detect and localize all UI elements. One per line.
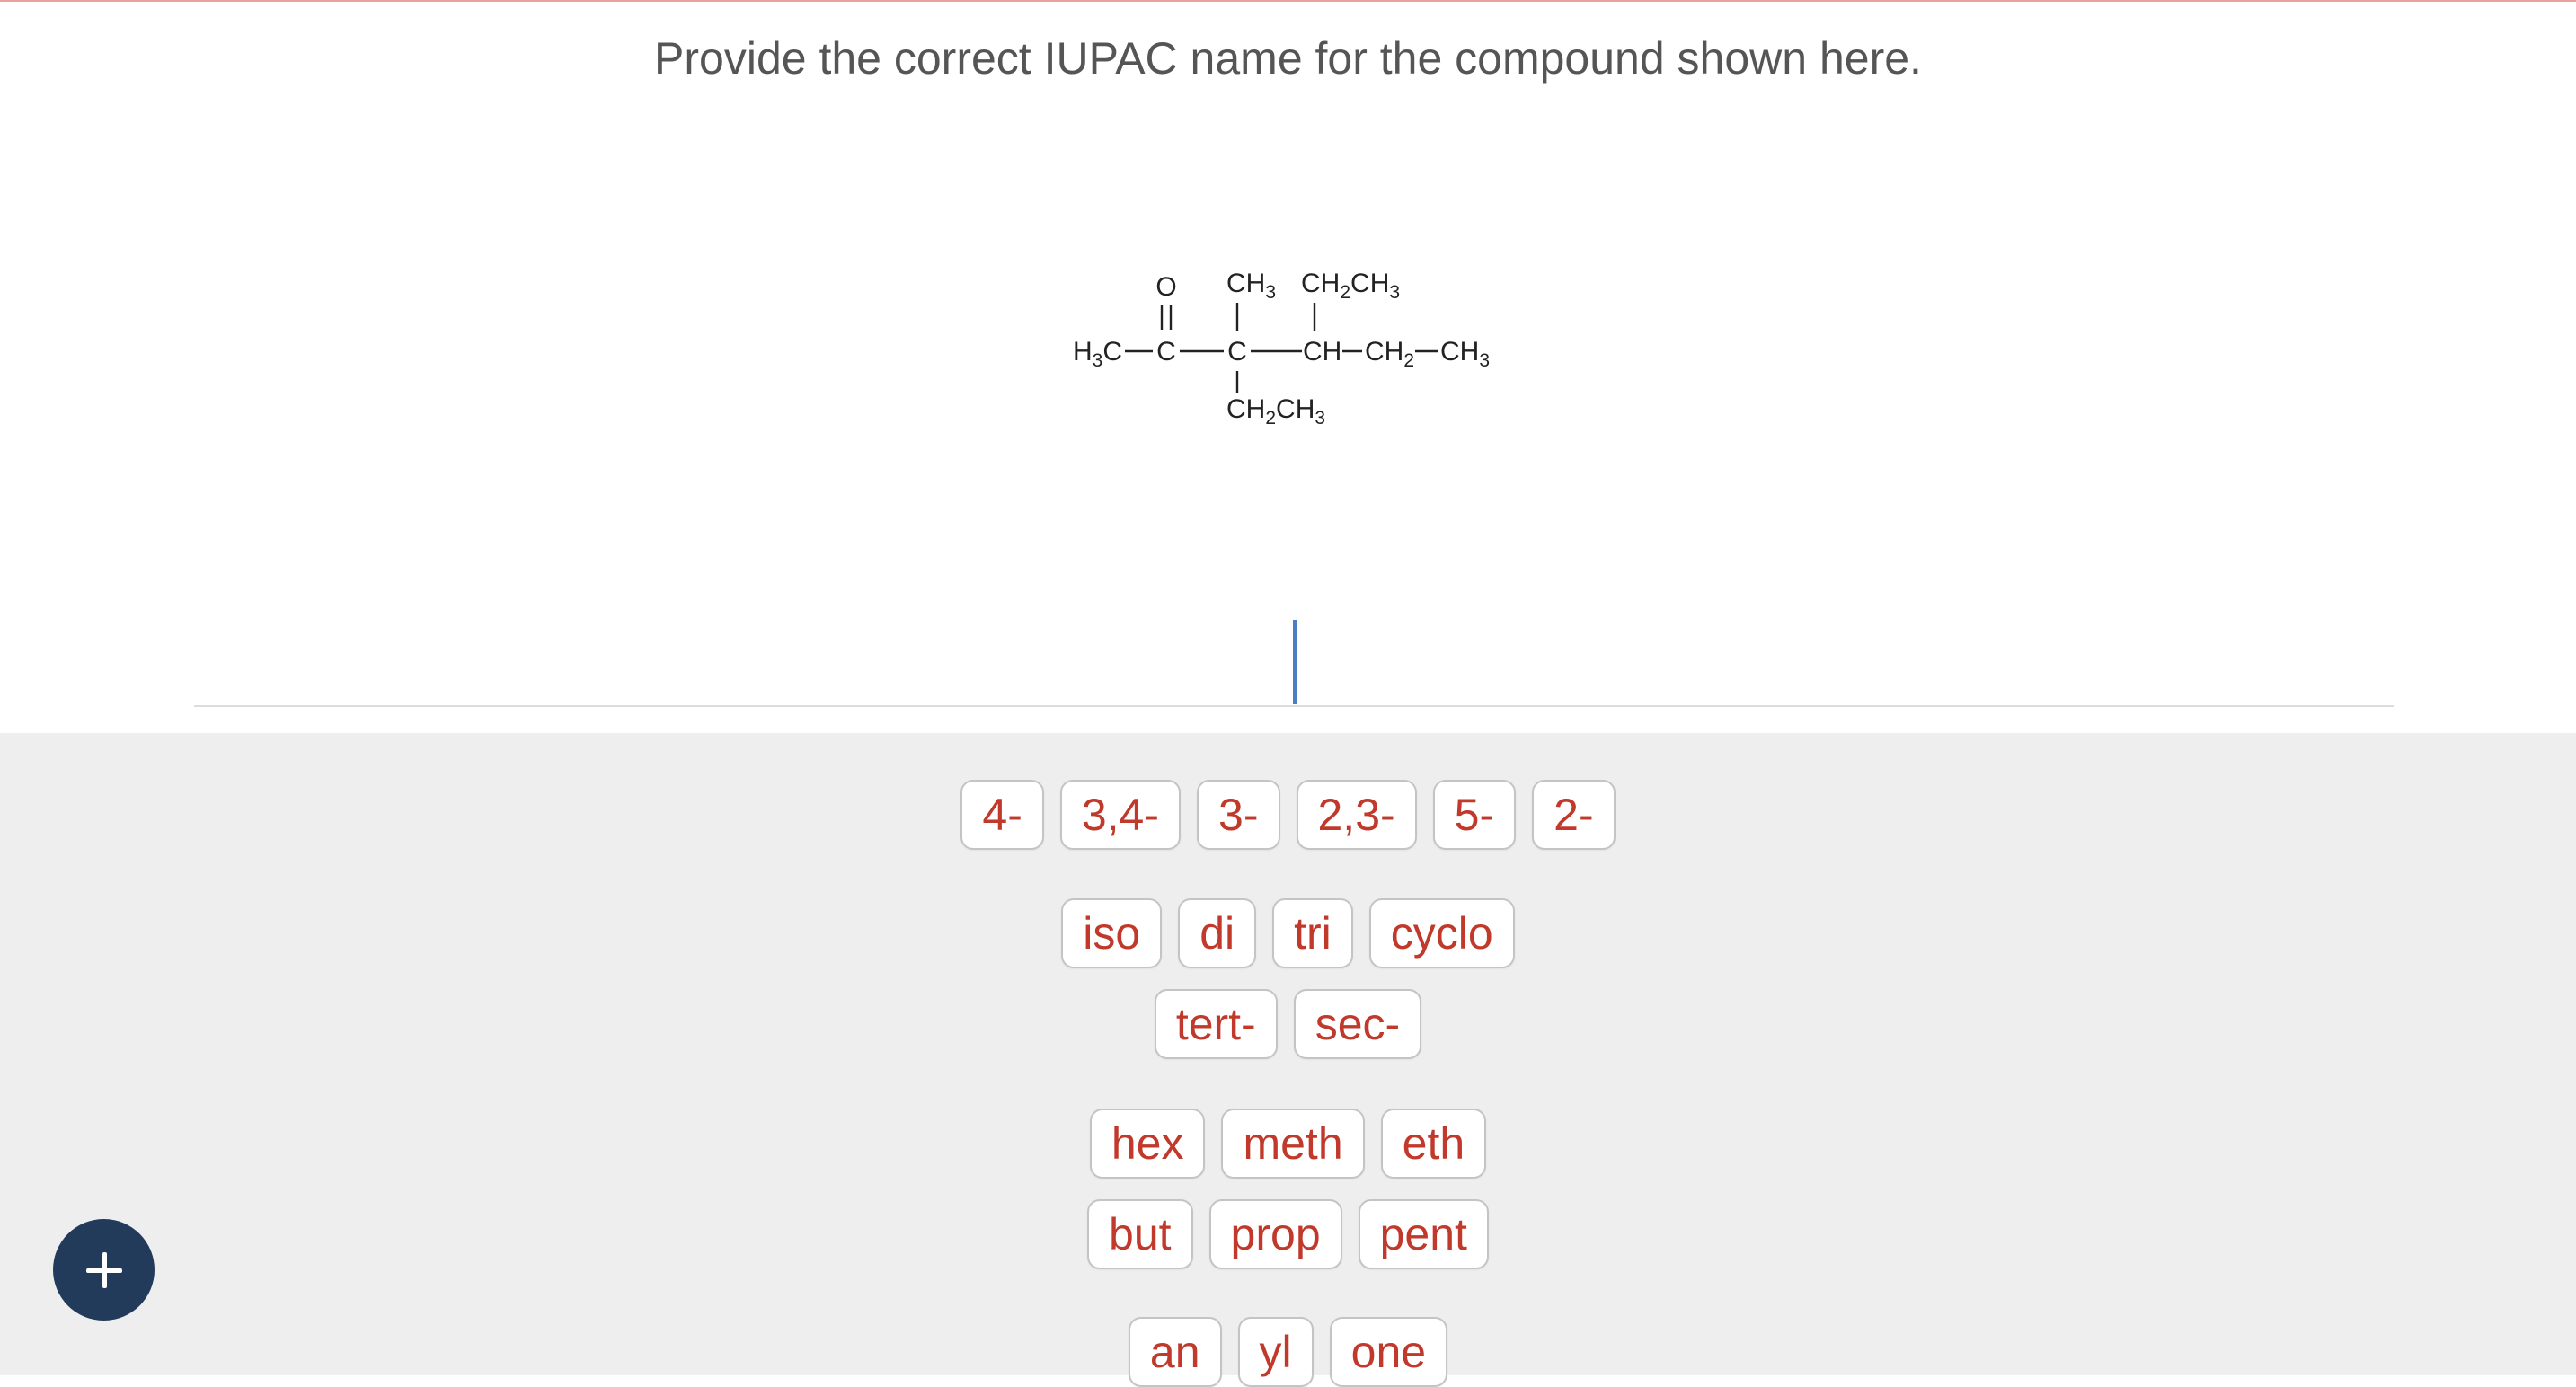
tile-hex[interactable]: hex (1090, 1109, 1206, 1179)
tile-an[interactable]: an (1129, 1317, 1222, 1387)
suffix-row (0, 1317, 2576, 1387)
tile-locant-2[interactable]: 2- (1532, 780, 1615, 850)
tile-one[interactable]: one (1330, 1317, 1447, 1387)
tile-sec[interactable]: sec- (1294, 989, 1421, 1059)
root-row-1 (0, 1109, 2576, 1179)
chain-ch2: $CH_2$ (1365, 337, 1415, 371)
tile-locant-2-3[interactable]: 2,3- (1297, 780, 1417, 850)
chemical-structure (1051, 256, 1536, 445)
locant-row (0, 780, 2576, 850)
answer-drop-zone[interactable] (194, 593, 2394, 706)
plus-icon[interactable] (53, 1219, 155, 1321)
methyl-group: $CH_3$ (1226, 269, 1277, 303)
tile-pent[interactable]: pent (1359, 1199, 1489, 1269)
text-caret (1293, 620, 1297, 704)
oxygen-atom: O (1155, 272, 1177, 302)
tile-locant-3-4[interactable]: 3,4- (1060, 780, 1181, 850)
root-row-2 (0, 1199, 2576, 1269)
chain-h3c: $H_3C$ (1073, 337, 1123, 371)
branch-prefix-row (0, 989, 2576, 1059)
tile-iso[interactable]: iso (1061, 898, 1162, 968)
tile-meth[interactable]: meth (1221, 1109, 1364, 1179)
tile-prop[interactable]: prop (1209, 1199, 1342, 1269)
tile-yl[interactable]: yl (1238, 1317, 1314, 1387)
chain-ch3-end: $CH_3$ (1440, 337, 1491, 371)
tile-di[interactable]: di (1178, 898, 1256, 968)
tile-but[interactable]: but (1087, 1199, 1193, 1269)
question-prompt: Provide the correct IUPAC name for the compound shown here. (654, 33, 1922, 84)
tile-locant-3[interactable]: 3- (1197, 780, 1279, 850)
top-accent-rule (0, 0, 2576, 2)
multiplier-row (0, 898, 2576, 968)
chain-c3: C (1227, 337, 1247, 367)
tile-eth[interactable]: eth (1381, 1109, 1487, 1179)
chain-ch: CH (1303, 337, 1342, 367)
tile-locant-4[interactable]: 4- (960, 780, 1043, 850)
tile-locant-5[interactable]: 5- (1433, 780, 1516, 850)
ethyl-group-top: $CH_2CH_3$ (1301, 269, 1401, 303)
tile-tray (0, 733, 2576, 1375)
tile-tri[interactable]: tri (1272, 898, 1353, 968)
ethyl-group-bottom: $CH_2CH_3$ (1226, 394, 1326, 428)
chain-c2: C (1156, 337, 1176, 367)
answer-underline (194, 705, 2394, 707)
tile-cyclo[interactable]: cyclo (1369, 898, 1515, 968)
tile-tert[interactable]: tert- (1155, 989, 1278, 1059)
